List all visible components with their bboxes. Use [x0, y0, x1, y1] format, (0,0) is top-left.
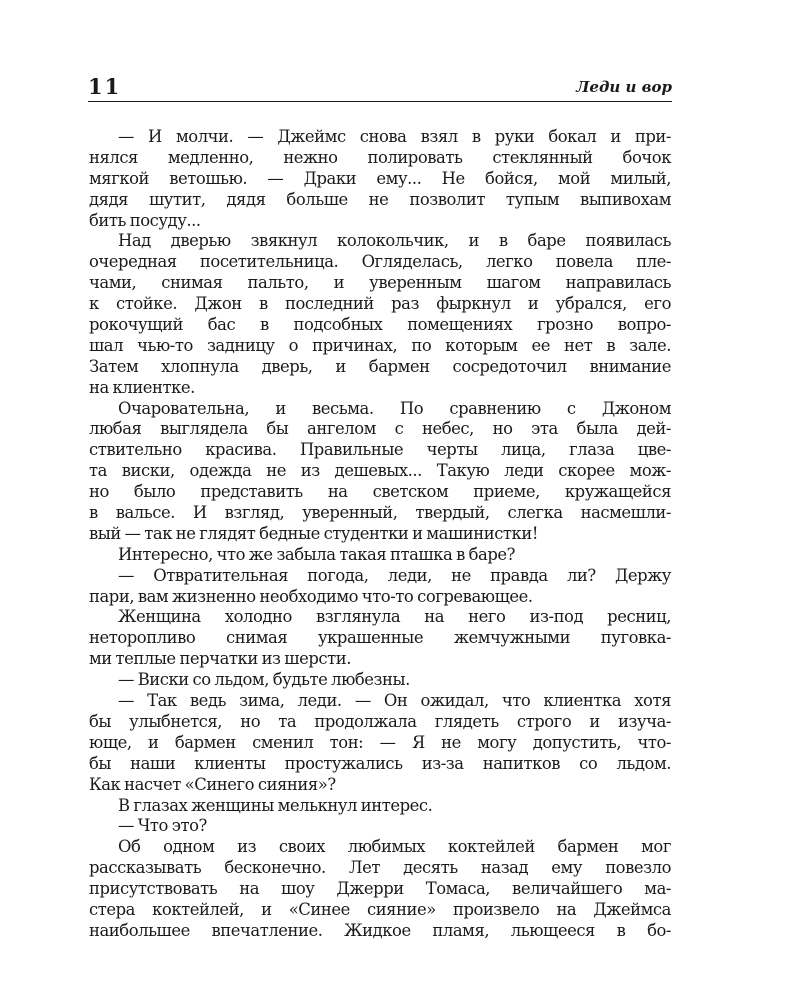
text-line: Интересно, что же забыла такая пташка в баре? — [118, 544, 516, 564]
paragraph — [89, 231, 671, 398]
text-line: ми теплые перчатки из шерсти. — [89, 649, 351, 669]
text-line: Затем хлопнула дверь, и бармен сосредоточил внимание — [89, 356, 671, 376]
text-line: — Отвратительная погода, леди, не правда ли? Держу — [118, 565, 671, 585]
text-line: чами, снимая пальто, и уверенным шагом направилась — [89, 273, 671, 293]
text-line: неторопливо снимая украшенные жемчужными пуговка- — [89, 628, 671, 648]
text-line: пари, вам жизненно необходимо что-то согревающее. — [89, 586, 533, 606]
text-line: шал чью-то задницу о причинах, по которым ее нет в зале. — [89, 335, 671, 355]
text-line: юще, и бармен сменил тон: — Я не могу допустить, что- — [89, 732, 671, 752]
running-header — [88, 74, 672, 102]
text-line: очередная посетительница. Огляделась, легко повела пле- — [89, 252, 671, 272]
text-line: — Что это? — [118, 816, 207, 836]
text-line: Как насчет «Синего сияния»? — [89, 774, 336, 794]
text-line: бы наши клиенты простужались из-за напитков со льдом. — [89, 753, 671, 773]
text-line: присутствовать на шоу Джерри Томаса, величайшего ма- — [89, 879, 671, 899]
text-line: на клиентке. — [89, 377, 195, 397]
text-line: дядя шутит, дядя больше не позволит тупым выпивохам — [89, 189, 671, 209]
text-line: бить посуду... — [89, 210, 201, 230]
body-text — [89, 127, 671, 942]
paragraph — [89, 796, 671, 817]
header-rule — [88, 101, 672, 102]
text-line: вый — так не глядят бедные студентки и машинистки! — [89, 523, 538, 543]
paragraph — [89, 399, 671, 545]
text-line: мягкой ветошью. — Драки ему... Не бойся, мой милый, — [89, 168, 671, 188]
paragraph — [89, 691, 671, 795]
text-line: в вальсе. И взгляд, уверенный, твердый, слегка насмешли- — [89, 503, 671, 523]
text-line: рокочущий бас в подсобных помещениях грозно вопро- — [89, 315, 671, 335]
paragraph — [89, 607, 671, 670]
paragraph — [89, 127, 671, 231]
text-line: любая выглядела бы ангелом с небес, но эта была дей- — [89, 419, 671, 439]
text-line: Над дверью звякнул колокольчик, и в баре появилась — [118, 231, 671, 251]
text-line: бы улыбнется, но та продолжала глядеть строго и изуча- — [89, 711, 671, 731]
paragraph — [89, 816, 671, 837]
text-line: рассказывать бесконечно. Лет десять назад ему повезло — [89, 858, 671, 878]
paragraph — [89, 545, 671, 566]
paragraph — [89, 837, 671, 941]
text-line: — Виски со льдом, будьте любезны. — [118, 670, 410, 690]
text-line: В глазах женщины мелькнул интерес. — [118, 795, 433, 815]
text-line: — И молчи. — Джеймс снова взял в руки бокал и при- — [118, 127, 671, 146]
text-line: — Так ведь зима, леди. — Он ожидал, что клиентка хотя — [118, 691, 671, 711]
text-line: наибольшее впечатление. Жидкое пламя, льющееся в бо- — [89, 920, 671, 940]
page-number: 11 — [88, 74, 122, 99]
text-line: та виски, одежда не из дешевых... Такую леди скорее мож- — [89, 461, 671, 481]
text-line: Об одном из своих любимых коктейлей бармен мог — [118, 837, 671, 857]
text-line: ствительно красива. Правильные черты лица, глаза цве- — [89, 440, 671, 460]
text-line: нялся медленно, нежно полировать стеклянный бочок — [89, 147, 671, 167]
text-line: но было представить на светском приеме, кружащейся — [89, 482, 671, 502]
text-line: Очаровательна, и весьма. По сравнению с Джоном — [118, 398, 671, 418]
running-title: Леди и вор — [576, 78, 672, 96]
paragraph — [89, 566, 671, 608]
paragraph — [89, 670, 671, 691]
text-line: к стойке. Джон в последний раз фыркнул и убрался, его — [89, 294, 671, 314]
text-line: Женщина холодно взглянула на него из-под ресниц, — [118, 607, 671, 627]
text-line: стера коктейлей, и «Синее сияние» произвело на Джеймса — [89, 899, 671, 919]
